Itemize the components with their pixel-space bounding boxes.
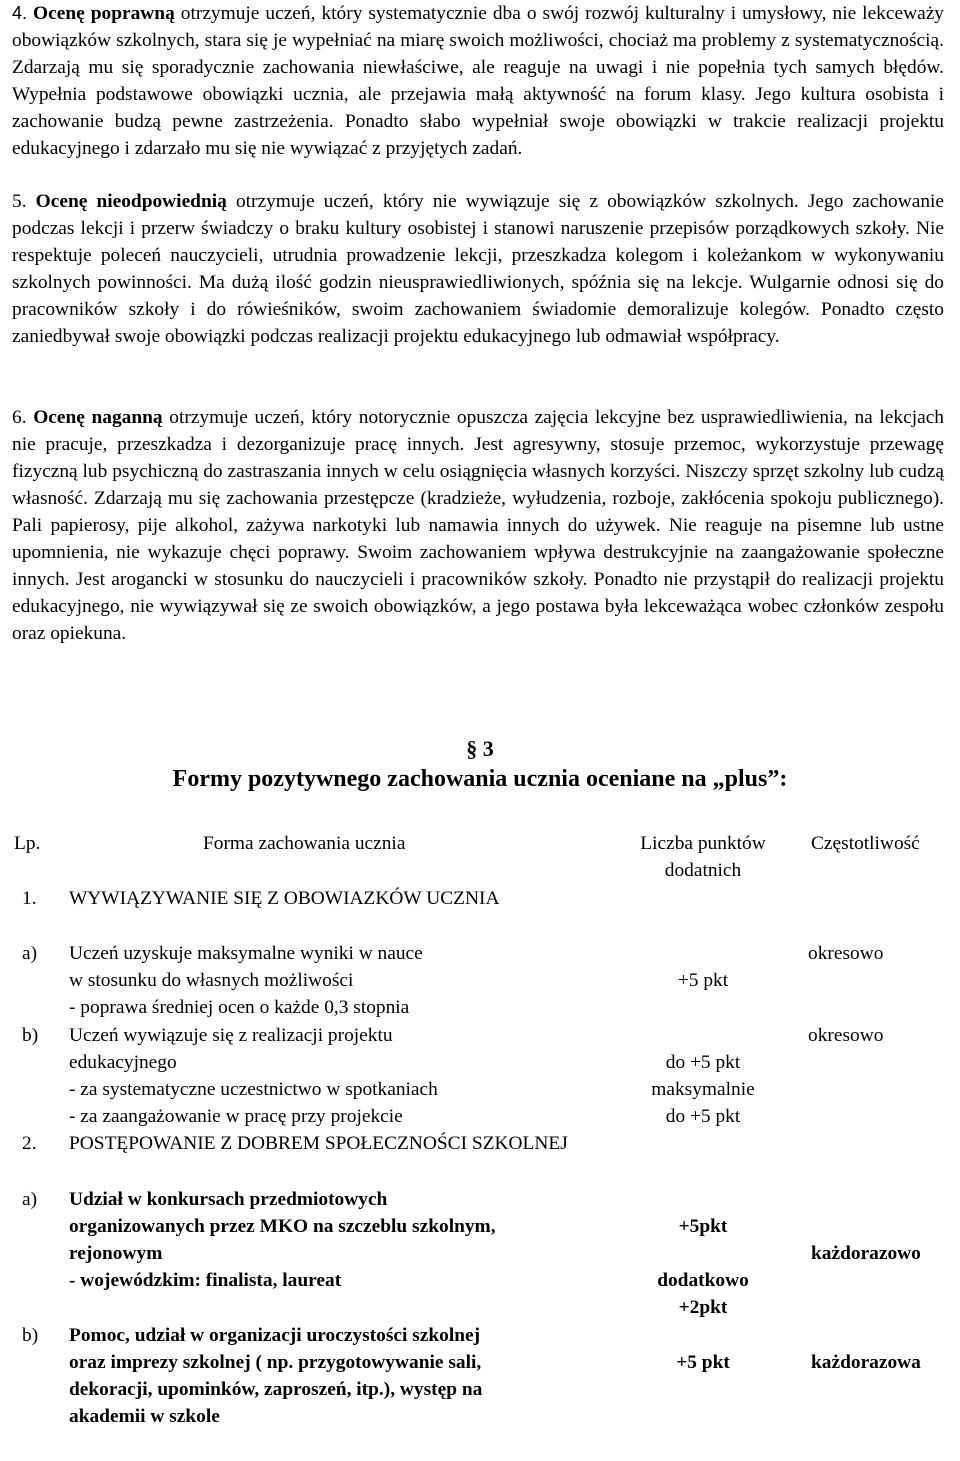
row-line: Uczeń wywiązuje się z realizacji projektu <box>69 1025 393 1046</box>
grade-name: Ocenę naganną <box>33 407 163 428</box>
row-points: maksymalnie <box>651 1079 755 1100</box>
row-frequency: każdorazowo <box>811 1243 921 1264</box>
row-line: Pomoc, udział w organizacji uroczystości szkolnej <box>69 1325 481 1346</box>
row-frequency: okresowo <box>808 943 884 964</box>
row-line: akademii w szkole <box>69 1406 220 1427</box>
row-points: +2pkt <box>678 1297 728 1318</box>
row-frequency: okresowo <box>808 1025 884 1046</box>
grade-paragraph-4 <box>12 0 944 162</box>
grade-description: otrzymuje uczeń, który notorycznie opuszcza zajęcia lekcyjne bez usprawiedliwienia, na lekcjach nie pracuje, przeszkadza i dezorganizuje pracę innych. Jest agresywny, stosuje przemoc, wykorzystuje przewagę fizyczną lub psychiczną do zastraszania innych w celu osiągnięcia własnych korzyści. Niszczy sprzęt szkolny lub cudzą własność. Zdarzają mu się zachowania przestępcze (kradzieże, wyłudzenia, rozboje, zakłócenia spokoju publicznego). Pali papierosy, pije alkohol, zażywa narkotyki lub namawia innych do używek. Nie reaguje na pisemne lub ustne upomnienia, nie wykazuje chęci poprawy. Swoim zachowaniem wpływa destrukcyjnie na zaangażowanie społeczne innych. Jest arogancki w stosunku do nauczycieli i pracowników szkoły. Ponadto nie przystąpił do realizacji projektu edukacyjnego, nie wywiązywał się ze swoich obowiązków, a jego postawa była lekceważąca wobec członków zespołu oraz opiekuna. <box>12 407 944 644</box>
row-points: +5 pkt <box>677 970 729 991</box>
item-number: 4. <box>12 3 28 23</box>
grade-paragraph-6 <box>12 404 944 647</box>
row-label: a) <box>22 1189 38 1210</box>
grade-name: Ocenę poprawną <box>33 3 175 24</box>
grade-description: otrzymuje uczeń, który nie wywiązuje się z obowiązków szkolnych. Jego zachowanie podczas lekcji i przerw świadczy o braku kultury osobistej i stanowi naruszenie przepisów porządkowych szkoły. Nie respektuje poleceń nauczycieli, utrudnia prowadzenie lekcji, przeszkadza kolegom i koleżankom w wykonywaniu szkolnych powinności. Ma dużą ilość godzin nieusprawiedliwionych, spóźnia się na lekcje. Wulgarnie odnosi się do pracowników szkoły i do rówieśników, swoim zachowaniem świadomie demoralizuje kolegów. Ponadto często zaniedbywał swoje obowiązki podczas realizacji projektu edukacyjnego lub odmawiał współpracy. <box>12 191 945 347</box>
header-lp: Lp. <box>14 833 41 854</box>
row-line: - poprawa średniej ocen o każde 0,3 stopnia <box>69 997 410 1018</box>
row-points: +5 pkt <box>676 1352 730 1373</box>
row-line: Udział w konkursach przedmiotowych <box>69 1189 388 1210</box>
header-points-line1: Liczba punktów <box>640 833 766 854</box>
row-label: b) <box>22 1025 39 1046</box>
row-frequency: każdorazowa <box>811 1352 921 1373</box>
row-points: dodatkowo <box>657 1270 749 1291</box>
group-number: 1. <box>22 888 37 909</box>
row-line: organizowanych przez MKO na szczeblu szkolnym, <box>69 1216 496 1237</box>
section-number: § 3 <box>466 736 494 761</box>
row-line: oraz imprezy szkolnej ( np. przygotowywanie sali, <box>69 1352 482 1373</box>
row-line: Uczeń uzyskuje maksymalne wyniki w nauce <box>69 943 423 964</box>
group-number: 2. <box>22 1133 37 1154</box>
grade-name: Ocenę nieodpowiednią <box>35 191 227 212</box>
row-line: w stosunku do własnych możliwości <box>69 970 354 991</box>
row-line: - za zaangażowanie w pracę przy projekcie <box>69 1106 403 1127</box>
row-line: rejonowym <box>69 1243 163 1264</box>
header-form: Forma zachowania ucznia <box>203 833 406 854</box>
row-line: - za systematyczne uczestnictwo w spotkaniach <box>69 1079 438 1100</box>
header-points-line2: dodatnich <box>664 860 742 881</box>
row-line: - wojewódzkim: finalista, laureat <box>69 1270 342 1291</box>
grade-description: otrzymuje uczeń, który systematycznie dba o swój rozwój kulturalny i umysłowy, nie lekceważy obowiązków szkolnych, stara się je wypełniać na miarę swoich możliwości, chociaż ma problemy z systematycznością. Zdarzają mu się sporadycznie zachowania niewłaściwe, ale reaguje na uwagi i nie popełnia tych samych błędów. Wypełnia podstawowe obowiązki ucznia, ale przejawia małą aktywność na forum klasy. Jego kultura osobista i zachowanie budzą pewne zastrzeżenia. Ponadto słabo wypełniał swoje obowiązki w trakcie realizacji projektu edukacyjnego i zdarzało mu się nie wywiązać z przyjętych zadań. <box>12 3 944 159</box>
item-number: 6. <box>12 407 27 428</box>
item-number: 5. <box>12 191 27 212</box>
group-title: WYWIĄZYWANIE SIĘ Z OBOWIAZKÓW UCZNIA <box>69 888 500 909</box>
row-points: +5pkt <box>678 1216 728 1237</box>
header-frequency: Częstotliwość <box>811 833 920 854</box>
grade-paragraph-5 <box>12 188 944 350</box>
row-label: a) <box>22 943 38 964</box>
row-points: do +5 pkt <box>665 1106 741 1127</box>
group-title: POSTĘPOWANIE Z DOBREM SPOŁECZNOŚCI SZKOLNEJ <box>69 1133 568 1154</box>
row-label: b) <box>22 1325 39 1346</box>
row-line: edukacyjnego <box>69 1052 177 1073</box>
row-line: dekoracji, upominków, zaproszeń, itp.), występ na <box>69 1379 483 1400</box>
row-points: do +5 pkt <box>665 1052 741 1073</box>
section-title: Formy pozytywnego zachowania ucznia oceniane na „plus”: <box>172 766 788 792</box>
